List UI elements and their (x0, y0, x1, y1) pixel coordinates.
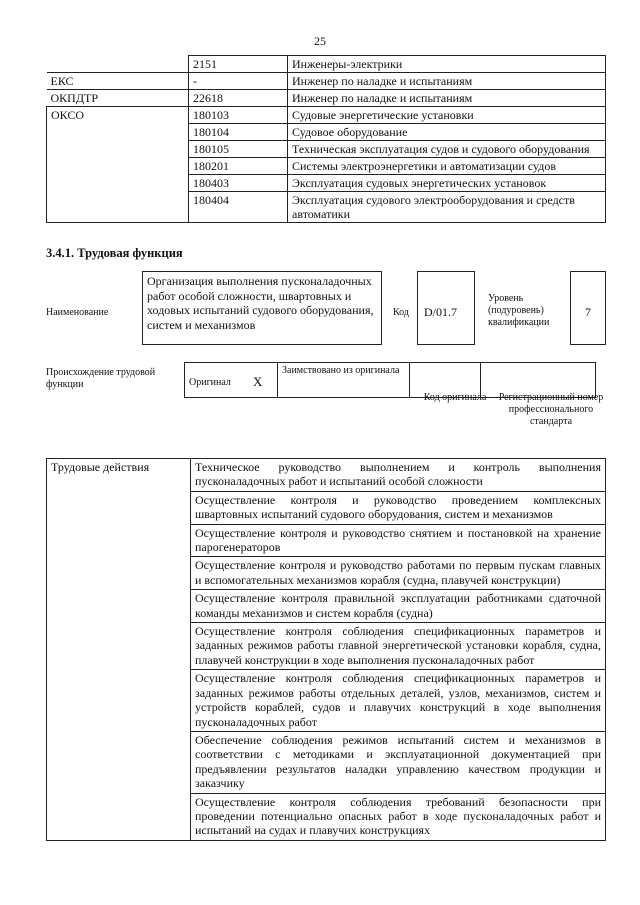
classification-number: 180201 (189, 158, 288, 175)
classification-name: Системы электроэнергетики и автоматизации судов (288, 158, 606, 175)
qualification-level-label: Уровень (подуровень) квалификации (488, 293, 550, 328)
classification-code: ОКПДТР (47, 90, 189, 107)
classification-number: 180104 (189, 124, 288, 141)
classification-code (47, 56, 189, 73)
classification-number: 180404 (189, 192, 288, 223)
classification-number: 22618 (189, 90, 288, 107)
function-name-value: Организация выполнения пусконаладочных работ особой сложности, швартовных и ходовых испытаний судового оборудования, систем и механизмов (142, 271, 382, 345)
function-name-label: Наименование (46, 307, 109, 318)
classification-name: Эксплуатация судовых энергетических установок (288, 175, 606, 192)
labor-actions-table (46, 458, 606, 841)
function-code-value: D/01.7 (417, 271, 475, 345)
classification-number: 2151 (189, 56, 288, 73)
labor-action-item: Осуществление контроля соблюдения спецификационных параметров и заданных режимов работы отдельных деталей, узлов, механизмов, систем и устройств кораблей, судов и плавучих конструкций в ходе выполнения пусконаладочных работ (191, 670, 606, 732)
registration-number-label: Регистрационный номер профессионального стандарта (498, 392, 604, 427)
classification-name: Судовое оборудование (288, 124, 606, 141)
classification-table (46, 55, 606, 223)
classification-number: 180103 (189, 107, 288, 124)
origin-label: Происхождение трудовой функции (46, 367, 156, 390)
labor-action-item: Осуществление контроля соблюдения требований безопасности при проведении потенциально опасных работ в ходе пусконаладочных работ и испытаний на судах и плавучих конструкциях (191, 793, 606, 840)
classification-number: 180403 (189, 175, 288, 192)
borrowed-label: Заимствовано из оригинала (278, 363, 410, 398)
classification-name: Техническая эксплуатация судов и судового оборудования (288, 141, 606, 158)
classification-name: Эксплуатация судового электрооборудования и средств автоматики (288, 192, 606, 223)
labor-action-item: Осуществление контроля и руководство снятием и постановкой на хранение парогенераторов (191, 524, 606, 557)
labor-actions-heading: Трудовые действия (47, 459, 191, 841)
original-label: Оригинал (185, 363, 250, 398)
classification-name: Инженеры-электрики (288, 56, 606, 73)
classification-name: Инженер по наладке и испытаниям (288, 90, 606, 107)
function-code-label: Код (393, 307, 409, 318)
labor-action-item: Осуществление контроля и руководство работами по первым пускам главных и вспомогательных механизмов корабля (судна, плавучей конструкции) (191, 557, 606, 590)
labor-action-item: Осуществление контроля соблюдения спецификационных параметров и заданных режимов работы главной энергетической установки корабля, судна, плавучей конструкции в ходе выполнения пусконаладочных работ (191, 623, 606, 670)
table-row (47, 107, 606, 124)
qualification-level-value: 7 (570, 271, 606, 345)
classification-name: Инженер по наладке и испытаниям (288, 73, 606, 90)
section-heading: 3.4.1. Трудовая функция (46, 246, 183, 260)
table-row (47, 90, 606, 107)
original-code-label: Код оригинала (423, 392, 487, 403)
page-number: 25 (314, 34, 326, 48)
labor-action-item: Техническое руководство выполнением и контроль выполнения пусконаладочных работ и испытаний особой сложности (191, 459, 606, 492)
labor-action-item: Обеспечение соблюдения режимов испытаний систем и механизмов в соответствии с методиками и эксплуатационной документацией при предъявлении результатов наладки управлению качеством продукции и заказчику (191, 731, 606, 793)
labor-action-item: Осуществление контроля правильной эксплуатации работниками сдаточной команды механизмов и систем корабля (судна) (191, 590, 606, 623)
original-mark: X (249, 363, 278, 398)
table-row (47, 56, 606, 73)
classification-number: 180105 (189, 141, 288, 158)
classification-code: ЕКС (47, 73, 189, 90)
labor-action-item: Осуществление контроля и руководство проведением комплексных швартовных испытаний судового оборудования, систем и механизмов (191, 491, 606, 524)
table-row (47, 73, 606, 90)
classification-code: ОКСО (47, 107, 189, 223)
classification-number: - (189, 73, 288, 90)
classification-name: Судовые энергетические установки (288, 107, 606, 124)
table-row (47, 459, 606, 492)
